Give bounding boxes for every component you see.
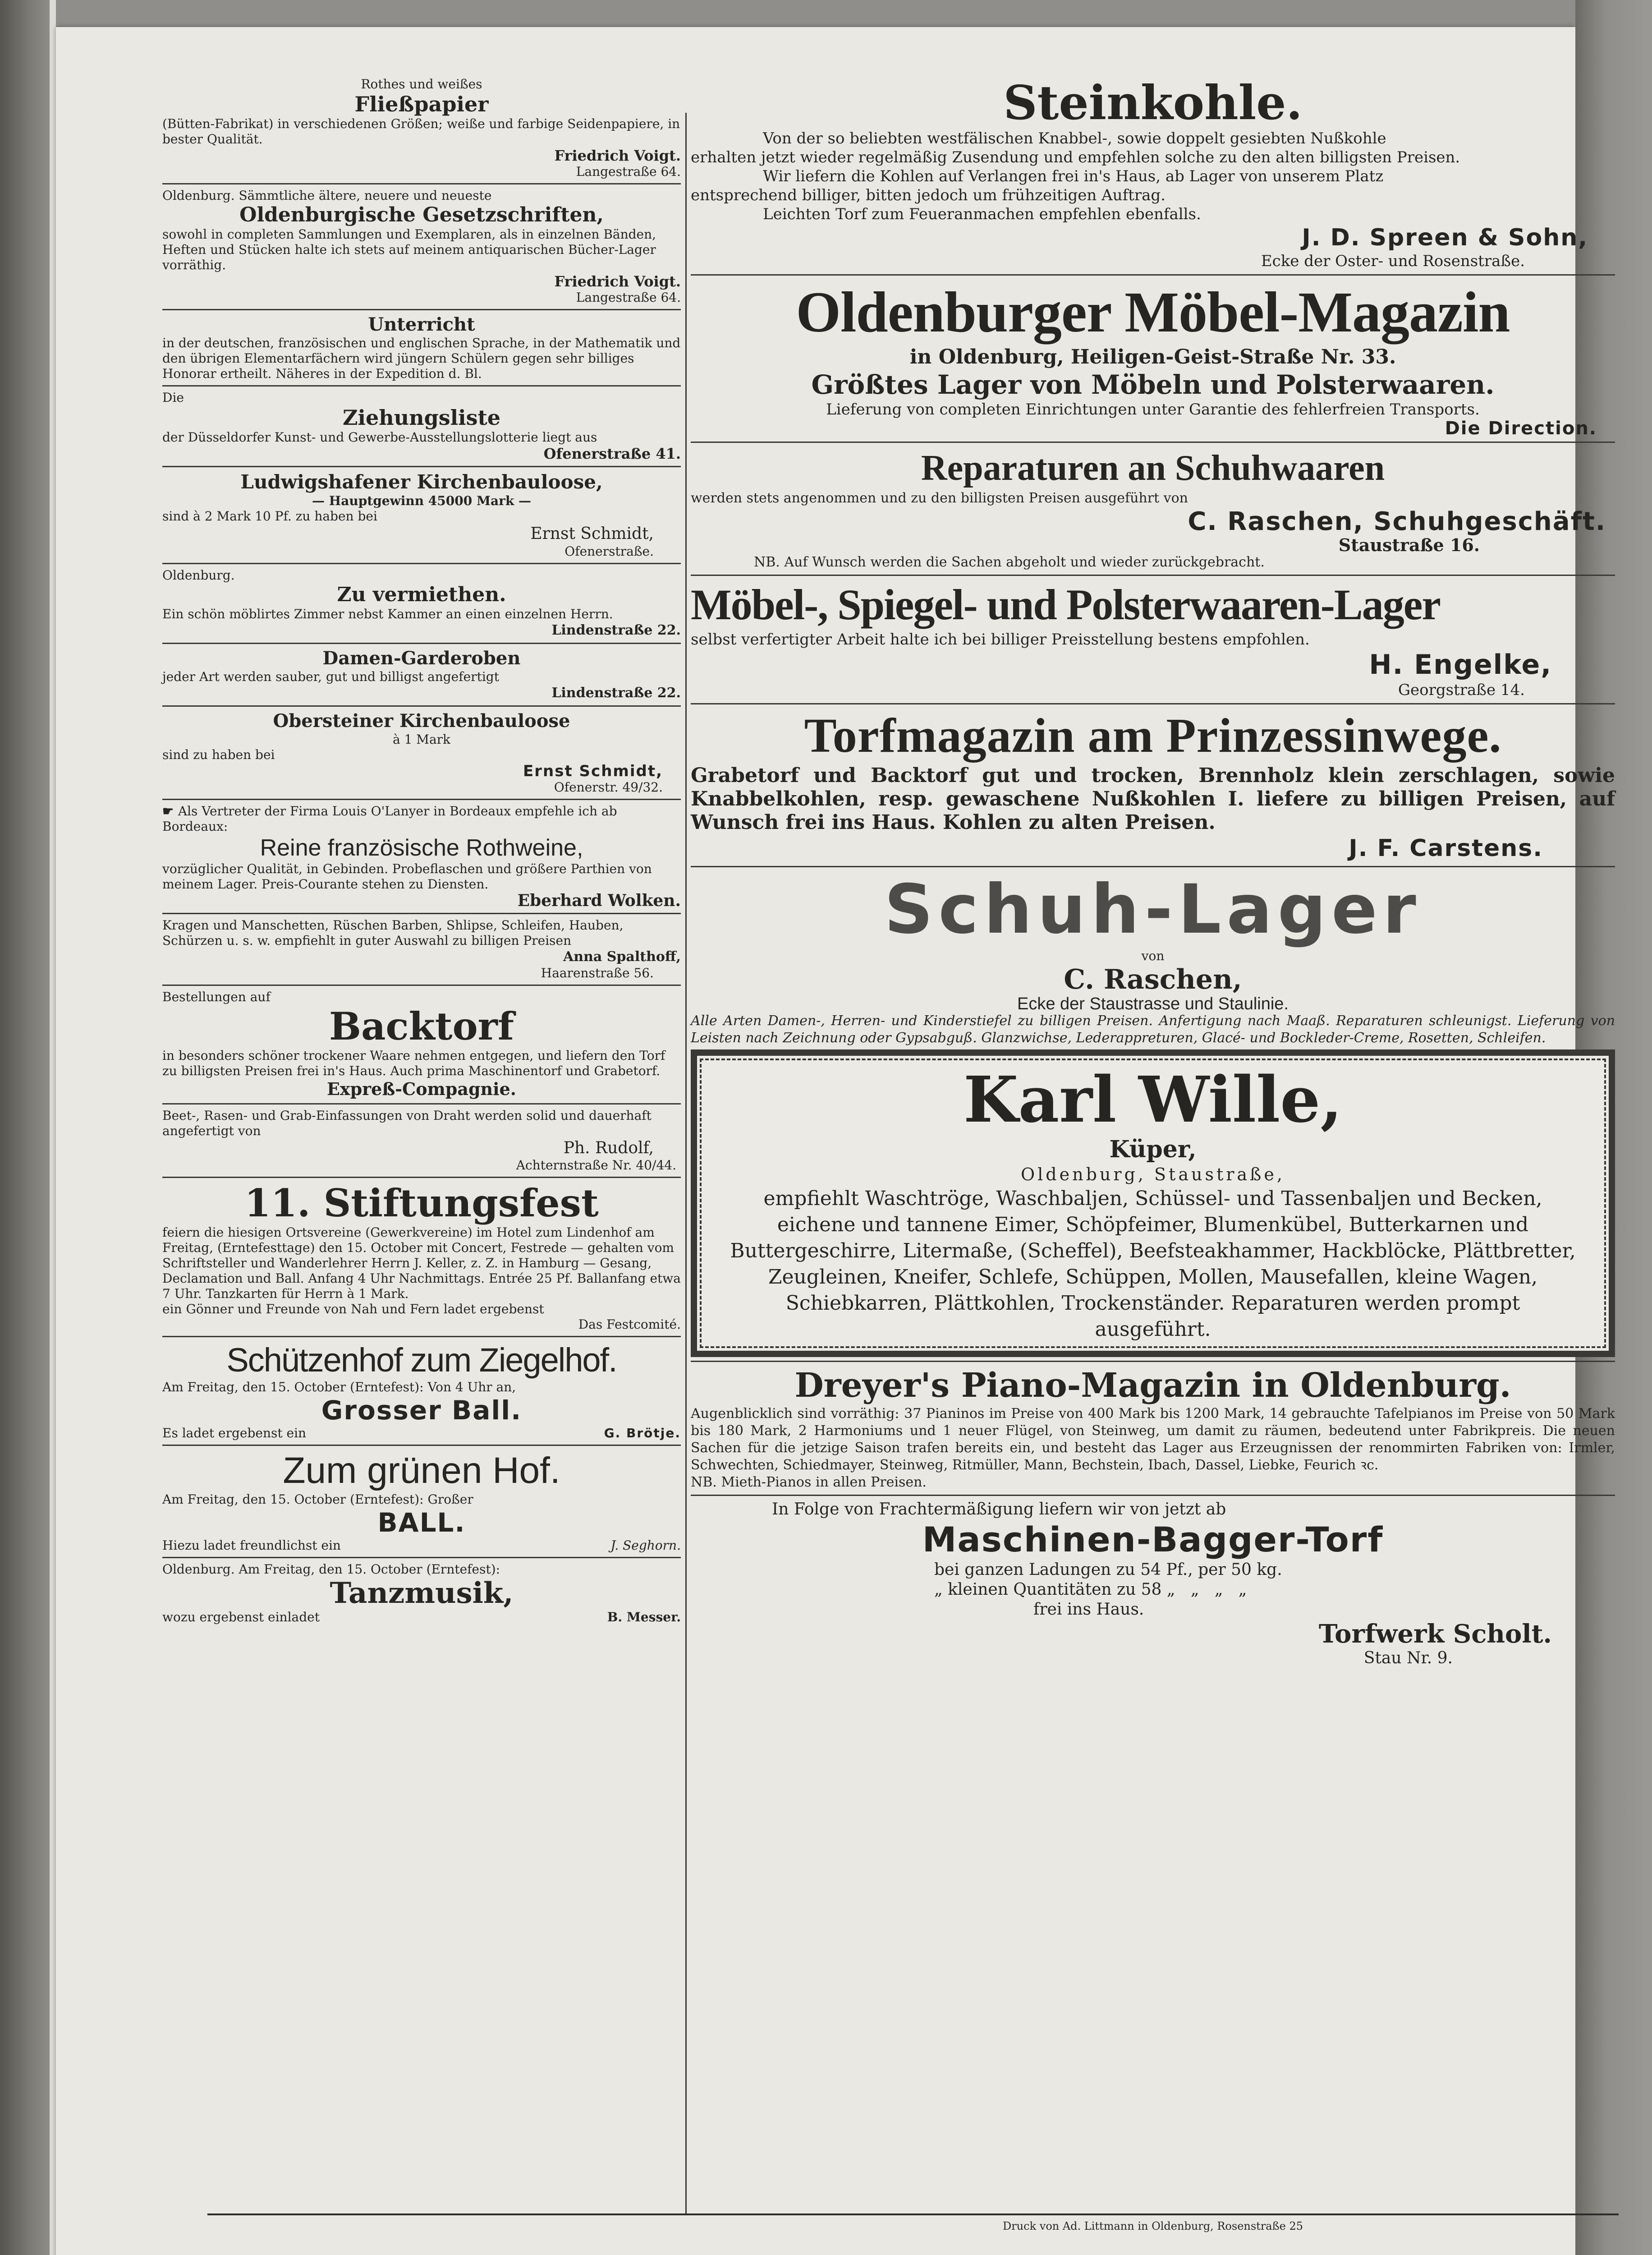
ad-signature: J. D. Spreen & Sohn, — [1302, 224, 1588, 251]
ad-pre: Bestellungen auf — [162, 989, 271, 1004]
ad-signature: Die Direction. — [1445, 418, 1597, 439]
ad-separator — [162, 643, 681, 644]
ad-separator — [162, 563, 681, 564]
ad-body: sind zu haben bei — [162, 747, 275, 762]
ad-headline: Möbel-, Spiegel- und Polsterwaaren-Lager — [691, 580, 1441, 629]
ad-address: Ofenerstraße. — [564, 544, 654, 559]
ad-headline: Reparaturen an Schuhwaaren — [921, 448, 1385, 488]
ad-signature: B. Messer. — [607, 1610, 681, 1625]
ad-signature: Das Festcomité. — [578, 1317, 681, 1332]
ad-body: (Bütten-Fabrikat) in verschiedenen Größen; weiße und farbige Seidenpapiere, in bester Qualität. — [162, 116, 680, 147]
ad-body: sowohl in completen Sammlungen und Exemplaren, als in einzelnen Bänden, Heften und Stücken halte ich stets auf meinem antiquarischen Bücher-Lager vorräthig. — [162, 227, 656, 272]
ad-note: NB. Mieth-Pianos in allen Preisen. — [691, 1474, 927, 1490]
ad-unterricht — [162, 314, 681, 387]
ad-separator — [162, 309, 681, 310]
ad-signature: H. Engelke, — [1369, 649, 1552, 681]
ad-line: Von der so beliebten westfälischen Knabbel-, sowie doppelt gesiebten Nußkohle — [763, 129, 1386, 147]
ad-headline: 11. Stiftungsfest — [244, 1181, 599, 1225]
ad-ziehungsliste — [162, 390, 681, 467]
ad-address: Haarenstraße 56. — [541, 966, 654, 980]
ad-line: entsprechend billiger, bitten jedoch um frühzeitigen Auftrag. — [691, 186, 1166, 204]
column-divider — [685, 113, 687, 2214]
ad-separator — [162, 1336, 681, 1337]
left-column — [162, 77, 681, 1625]
ad-headline: Obersteiner Kirchenbauloose — [273, 710, 570, 732]
ad-address: Langestraße 64. — [576, 164, 681, 179]
ad-beet — [162, 1108, 681, 1178]
ad-line: Leichten Torf zum Feueranmachen empfehlen ebenfalls. — [763, 205, 1201, 223]
ad-headline: Steinkohle. — [1003, 75, 1303, 130]
ad-separator — [162, 985, 681, 986]
ad-moebel-magazin — [691, 279, 1615, 443]
ad-signature: Friedrich Voigt. — [554, 273, 681, 290]
ad-pre: Oldenburg. Sämmtliche ältere, neuere und neueste — [162, 188, 492, 203]
ad-separator — [162, 1103, 681, 1104]
ad-address: Ofenerstr. 49/32. — [554, 780, 663, 795]
ad-signature: Ernst Schmidt, — [530, 525, 654, 543]
ad-vermiethen — [162, 568, 681, 644]
ad-headline: Oldenburgische Gesetzschriften, — [239, 203, 604, 226]
ad-headline: Dreyer's Piano-Magazin in Oldenburg. — [794, 1366, 1511, 1405]
ad-address: Ofenerstraße 41. — [543, 445, 681, 462]
ad-body: sind à 2 Mark 10 Pf. zu haben bei — [162, 509, 377, 524]
ad-schuetzenhof — [162, 1341, 681, 1446]
ad-tail: Hiezu ladet freundlichst ein — [162, 1538, 341, 1553]
ad-middle: Grosser Ball. — [321, 1395, 522, 1426]
ad-tail: ein Gönner und Freunde von Nah und Fern ladet ergebenst — [162, 1302, 544, 1316]
ad-note: NB. Auf Wunsch werden die Sachen abgeholt und wieder zurückgebracht. — [754, 554, 1265, 570]
ad-body: Kragen und Manschetten, Rüschen Barben, Shlipse, Schleifen, Hauben, Schürzen u. s. w. empfiehlt in guter Auswahl zu billigen Preisen — [162, 918, 624, 948]
ad-line: erhalten jetzt wieder regelmäßig Zusendung und empfehlen solche zu den alten billigsten Preisen. — [691, 148, 1460, 166]
ad-city: Oldenburg, Staustraße, — [1020, 1164, 1285, 1184]
ad-pre: Rothes und weißes — [361, 77, 482, 92]
ad-address: Achternstraße Nr. 40/44. — [516, 1158, 676, 1173]
ad-headline: Maschinen-Bagger-Torf — [922, 1519, 1384, 1560]
ad-subhead: Küper, — [1109, 1136, 1197, 1163]
ad-address: Ecke der Oster- und Rosenstraße. — [1261, 252, 1525, 270]
ad-headline: Reine französische Rothweine, — [260, 835, 583, 861]
ad-rothweine — [162, 804, 681, 914]
ad-line: Wir liefern die Kohlen auf Verlangen frei in's Haus, ab Lager von unserem Platz — [763, 167, 1384, 185]
ad-separator — [691, 703, 1615, 704]
ad-line: bei ganzen Ladungen zu 54 Pf., per 50 kg. — [934, 1560, 1282, 1579]
ad-headline: Zu vermiethen. — [337, 583, 506, 606]
ad-gesetzschriften — [162, 188, 681, 310]
ad-headline: Backtorf — [329, 1004, 514, 1049]
ad-body: in besonders schöner trockener Waare nehmen entgegen, und liefern den Torf zu billigsten Preisen frei in's Haus. Auch prima Maschinentorf und Grabetorf. — [162, 1048, 665, 1078]
ad-big-line: Größtes Lager von Möbeln und Polsterwaaren. — [811, 369, 1495, 400]
ad-separator — [691, 274, 1615, 276]
ad-subhead: in Oldenburg, Heiligen-Geist-Straße Nr. 33. — [909, 345, 1396, 368]
ad-body: Am Freitag, den 15. October (Erntefest): Großer — [162, 1492, 473, 1507]
ad-headline: Karl Wille, — [963, 1063, 1343, 1137]
ad-pre: Die — [162, 390, 184, 405]
ad-separator — [691, 442, 1615, 443]
ad-address: Staustraße 16. — [1338, 535, 1480, 555]
ad-subhead: — Hauptgewinn 45000 Mark — — [312, 493, 531, 508]
ad-headline: Schützenhof zum Ziegelhof. — [226, 1341, 617, 1379]
ad-subhead: à 1 Mark — [392, 732, 451, 747]
ad-kragen — [162, 918, 681, 986]
ad-headline: Oldenburger Möbel-Magazin — [796, 280, 1510, 344]
ad-tail: wozu ergebenst einladet — [162, 1610, 320, 1625]
ad-signature: J. Seghorn. — [610, 1538, 681, 1553]
ad-signature: J. F. Carstens. — [1349, 835, 1543, 862]
ad-separator — [162, 1177, 681, 1178]
ad-spiegel — [691, 580, 1615, 704]
ad-headline: Torfmagazin am Prinzessinwege. — [804, 709, 1502, 763]
ad-body: Alle Arten Damen-, Herren- und Kinderstiefel zu billigen Preisen. Anfertigung nach Maaß. Reparaturen schleunigst. Lieferung von Leisten nach Zeichnung oder Gypsabguß. Glanzwichse, Lederappreturen, Glacé- und Bockleder-Creme, Rosetten, Schleifen. — [691, 1013, 1615, 1046]
ad-separator — [162, 705, 681, 707]
ad-obersteiner — [162, 710, 681, 800]
ad-address: Georgstraße 14. — [1398, 681, 1525, 699]
ad-separator — [691, 1495, 1615, 1496]
ad-body: Beet-, Rasen- und Grab-Einfassungen von Draht werden solid und dauerhaft angefertigt von — [162, 1108, 652, 1138]
ad-headline: Unterricht — [368, 314, 475, 335]
ad-separator — [691, 866, 1615, 867]
pointing-hand-icon: ☛ — [162, 804, 178, 819]
ad-body: empfiehlt Waschtröge, Waschbaljen, Schüssel- und Tassenbaljen und Becken, eichene und tannene Eimer, Schöpfeimer, Blumenkübel, Butterkarnen und Buttergeschirre, Litermaße, (Scheffel), Beefsteakhammer, Hackblöcke, Plättbretter, Zeugleinen, Kneifer, Schlefe, Schüppen, Mollen, Mausefallen, kleine Wagen, Schiebkarren, Plättkohlen, Trockenständer. Reparaturen werden prompt ausgeführt. — [730, 1187, 1576, 1341]
ad-bagger-torf — [691, 1500, 1615, 1668]
ad-signature: Ph. Rudolf, — [563, 1139, 654, 1157]
ad-von: von — [1141, 948, 1165, 963]
ad-signature: Expreß-Compagnie. — [326, 1079, 517, 1099]
ad-separator — [162, 466, 681, 467]
ad-separator — [691, 575, 1615, 576]
ad-tail: Es ladet ergebenst ein — [162, 1426, 307, 1440]
ad-signature: Friedrich Voigt. — [554, 147, 681, 164]
ad-line: „ kleinen Quantitäten zu 58 „ „ „ „ — [934, 1580, 1247, 1599]
ad-body: Lieferung von completen Einrichtungen unter Garantie des fehlerfreien Transports. — [826, 400, 1480, 419]
ad-backtorf — [162, 989, 681, 1104]
ad-pre: Oldenburg. Am Freitag, den 15. October (Erntefest): — [162, 1562, 500, 1577]
ad-body: Ein schön möblirtes Zimmer nebst Kammer an einen einzelnen Herrn. — [162, 607, 613, 621]
ad-signature: Eberhard Wolken. — [517, 891, 681, 910]
ad-pre-text: Als Vertreter der Firma Louis O'Lanyer in Bordeaux empfehle ich ab Bordeaux: — [162, 804, 617, 834]
ad-signature: C. Raschen, — [1064, 964, 1242, 995]
ad-signature: Anna Spalthoff, — [563, 949, 681, 965]
ad-signature: Torfwerk Scholt. — [1318, 1619, 1552, 1649]
ad-address: Ecke der Staustrasse und Staulinie. — [1017, 994, 1289, 1013]
ad-reparaturen — [691, 446, 1615, 576]
page-bottom-rule — [207, 2214, 1619, 2215]
ad-piano — [691, 1366, 1615, 1496]
ad-steinkohle — [691, 77, 1615, 276]
ad-separator — [162, 1557, 681, 1558]
ad-middle: BALL. — [377, 1507, 466, 1538]
ad-footer — [162, 1538, 681, 1553]
ad-schuh-lager — [691, 871, 1615, 1047]
ad-stiftungsfest — [162, 1182, 681, 1337]
ad-body: Grabetorf und Backtorf gut und trocken, Brennholz klein zerschlagen, sowie Knabbelkohlen, resp. gewaschene Nußkohlen I. liefere zu billigen Preisen, auf Wunsch frei ins Haus. Kohlen zu alten Preisen. — [691, 764, 1615, 834]
ad-footer — [162, 1426, 681, 1441]
ad-headline: Tanzmusik, — [330, 1576, 514, 1610]
printer-imprint: Druck von Ad. Littmann in Oldenburg, Rosenstraße 25 — [1002, 2220, 1303, 2232]
page-edge — [50, 0, 56, 2255]
ad-separator — [162, 385, 681, 387]
ad-separator — [162, 183, 681, 184]
ad-body: in der deutschen, französischen und englischen Sprache, in der Mathematik und den übrigen Elementarfächern wird jüngern Schülern gegen sehr billiges Honorar ertheilt. Näheres in der Expedition d. Bl. — [162, 336, 681, 381]
ad-signature: G. Brötje. — [604, 1426, 681, 1440]
ad-address: Langestraße 64. — [576, 290, 681, 305]
ad-separator — [162, 799, 681, 800]
ad-headline: Damen-Garderoben — [322, 648, 521, 669]
ad-body: jeder Art werden sauber, gut und billigst angefertigt — [162, 669, 499, 684]
ad-pre: Oldenburg. — [162, 568, 235, 583]
ad-body: Am Freitag, den 15. October (Erntefest): Von 4 Uhr an, — [162, 1380, 516, 1394]
ad-torfmagazin — [691, 708, 1615, 867]
ad-ludwigshafen — [162, 471, 681, 564]
ad-pre: In Folge von Frachtermäßigung liefern wir von jetzt ab — [772, 1500, 1226, 1519]
ad-separator — [691, 1361, 1615, 1362]
ad-karl-wille-frame — [691, 1049, 1615, 1357]
ad-fliesspapier — [162, 77, 681, 184]
ad-footer — [162, 1610, 681, 1625]
ad-headline: Zum grünen Hof. — [283, 1450, 560, 1491]
ad-body: feiern die hiesigen Ortsvereine (Gewerkvereine) im Hotel zum Lindenhof am Freitag, (Erntefesttage) den 15. October mit Concert, Festrede — gehalten vom Schriftsteller und Wanderlehrer Herrn J. Keller, z. Z. in Hamburg — Gesang, Declamation und Ball. Anfang 4 Uhr Nachmittags. Entrée 25 Pf. Ballanfang etwa 7 Uhr. Tanzkarten für Herrn à 1 Mark. — [162, 1225, 681, 1301]
ad-signature: Ernst Schmidt, — [523, 762, 663, 780]
ad-tanzmusik — [162, 1562, 681, 1625]
ad-separator — [162, 1445, 681, 1446]
ad-headline: Ziehungsliste — [342, 405, 501, 430]
ad-address: Lindenstraße 22. — [551, 622, 681, 638]
ad-headline: Ludwigshafener Kirchenbauloose, — [240, 471, 603, 493]
ad-signature: C. Raschen, Schuhgeschäft. — [1188, 507, 1606, 536]
right-column — [691, 77, 1615, 1668]
ad-gruenerhof — [162, 1450, 681, 1558]
ad-body: werden stets angenommen und zu den billigsten Preisen ausgeführt von — [691, 490, 1188, 506]
ad-body: der Düsseldorfer Kunst- und Gewerbe-Ausstellungslotterie liegt aus — [162, 430, 597, 445]
ad-body: vorzüglicher Qualität, in Gebinden. Probeflaschen und größere Parthien von meinem Lager. Preis-Courante stehen zu Diensten. — [162, 861, 652, 892]
ad-headline: Schuh-Lager — [884, 870, 1422, 949]
ad-address: Stau Nr. 9. — [1363, 1649, 1453, 1667]
ad-pre — [162, 804, 681, 834]
ad-garderoben — [162, 648, 681, 707]
ad-body: Augenblicklich sind vorräthig: 37 Pianinos im Preise von 400 Mark bis 1200 Mark, 14 gebrauchte Tafelpianos im Preise von 50 Mark bis 180 Mark, 2 Harmoniums und 1 neuer Flügel, von Steinweg, um damit zu räumen, bedeutend unter Fabrikpreis. Die neuen Sachen für die jetzige Saison trafen bereits ein, und besteht das Lager aus Erzeugnissen der renommirten Fabriken von: Irmler, Schwechten, Schiedmayer, Steinweg, Ritmüller, Mann, Bechstein, Ibach, Dassel, Liebke, Feurich ꝛc. — [691, 1406, 1615, 1473]
ad-headline: Fließpapier — [354, 92, 489, 116]
book-binding — [0, 0, 50, 2255]
ad-separator — [162, 913, 681, 914]
ad-body: selbst verfertigter Arbeit halte ich bei billiger Preisstellung bestens empfohlen. — [691, 630, 1310, 649]
ad-line: frei ins Haus. — [1033, 1600, 1144, 1619]
ad-address: Lindenstraße 22. — [551, 685, 681, 701]
